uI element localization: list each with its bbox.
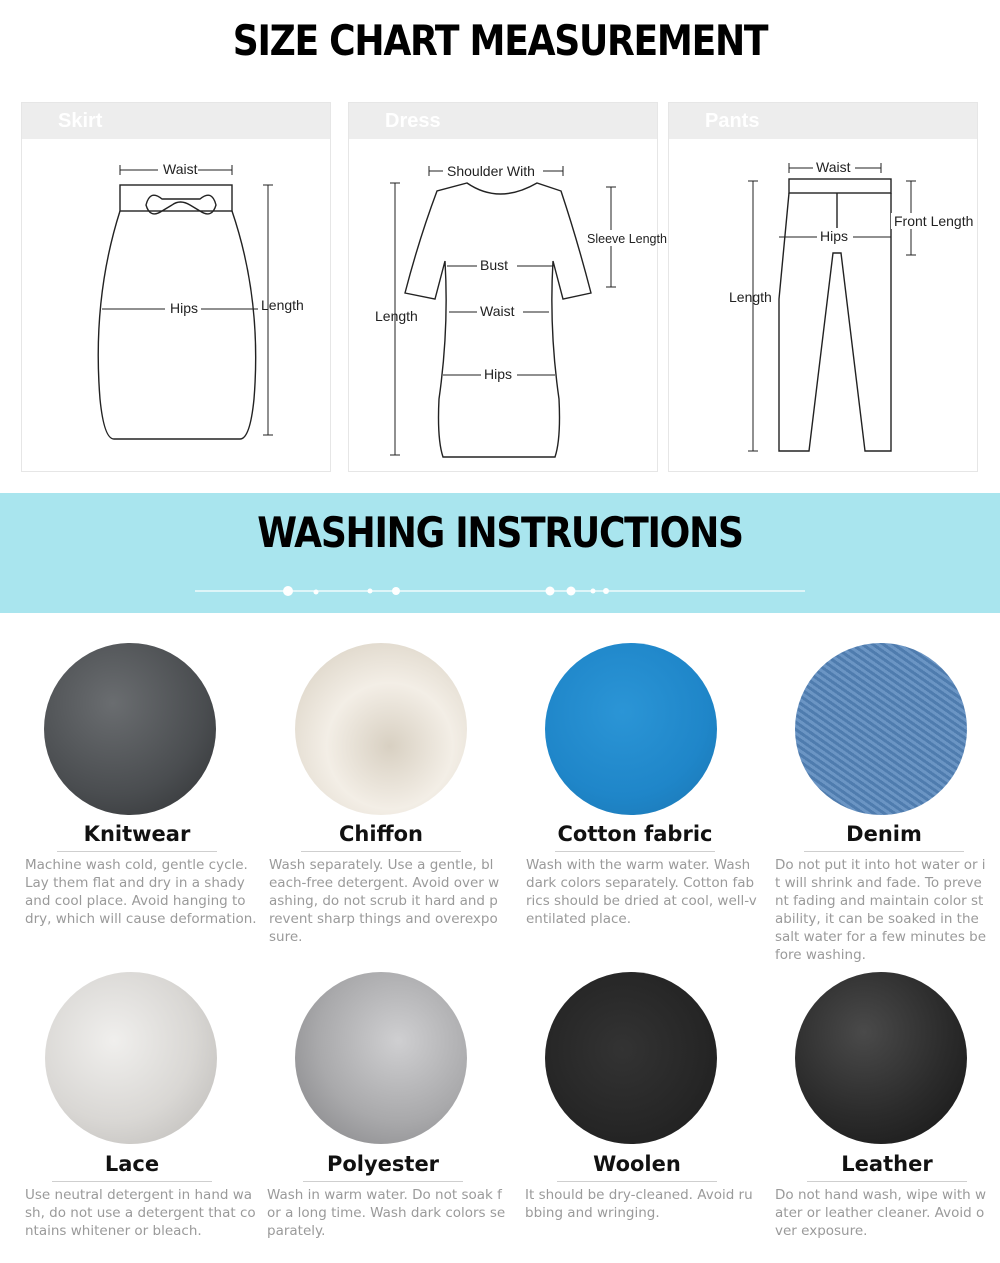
pants-panel-title: Pants bbox=[669, 103, 977, 139]
pants-diagram bbox=[669, 139, 977, 471]
cotton-fabric-instructions: Wash with the warm water. Wash dark colors separately. Cotton fabrics should be dried at cool, well-ventilated place. bbox=[526, 857, 757, 927]
dress-waist-label: Waist bbox=[480, 303, 515, 319]
denim-divider bbox=[804, 851, 964, 852]
denim-name: Denim bbox=[846, 822, 922, 846]
knitwear-name: Knitwear bbox=[83, 822, 191, 846]
polyester-name: Polyester bbox=[326, 1152, 440, 1176]
leather-name: Leather bbox=[841, 1152, 933, 1176]
pants-panel bbox=[668, 102, 978, 472]
chiffon-instructions: Wash separately. Use a gentle, bleach-free detergent. Avoid over washing, do not scrub it hard and prevent sharp things and overexposure. bbox=[269, 857, 500, 945]
woolen-divider bbox=[557, 1181, 717, 1182]
polyester-divider bbox=[303, 1181, 463, 1182]
pants-hips-label: Hips bbox=[820, 228, 849, 244]
dress-panel-title: Dress bbox=[349, 103, 657, 139]
dress-sleeve-label: Sleeve Length bbox=[587, 232, 667, 246]
pants-front-length-label: Front Length bbox=[894, 213, 974, 229]
chiffon-divider bbox=[301, 851, 461, 852]
washing-header-band bbox=[0, 493, 1000, 613]
lace-divider bbox=[52, 1181, 212, 1182]
cotton-fabric-name: Cotton fabric bbox=[557, 822, 713, 846]
knitwear-instructions: Machine wash cold, gentle cycle. Lay them flat and dry in a shady and cool place. Avoid hanging to dry, which will cause deformation. bbox=[25, 857, 257, 927]
lace-instructions: Use neutral detergent in hand wash, do not use a detergent that contains whitener or bleach. bbox=[25, 1187, 256, 1239]
dress-length-label: Length bbox=[375, 308, 418, 324]
cotton-fabric-divider bbox=[555, 851, 715, 852]
dress-bust-label: Bust bbox=[480, 257, 509, 273]
skirt-panel bbox=[21, 102, 331, 472]
size-chart-title: SIZE CHART MEASUREMENT bbox=[232, 16, 768, 65]
cotton-fabric-swatch-image bbox=[545, 643, 717, 815]
dress-shoulder-label: Shoulder With bbox=[447, 163, 535, 179]
lace-name: Lace bbox=[104, 1152, 160, 1176]
pants-length-label: Length bbox=[729, 289, 772, 305]
washing-title: WASHING INSTRUCTIONS bbox=[257, 508, 743, 557]
chiffon-swatch-image bbox=[295, 643, 467, 815]
skirt-diagram bbox=[22, 139, 330, 471]
denim-swatch-image bbox=[795, 643, 967, 815]
dress-panel bbox=[348, 102, 667, 472]
polyester-instructions: Wash in warm water. Do not soak for a long time. Wash dark colors separately. bbox=[267, 1187, 506, 1239]
decorative-dots-divider bbox=[0, 493, 1000, 613]
skirt-hips-label: Hips bbox=[170, 300, 199, 316]
skirt-waist-label: Waist bbox=[163, 161, 198, 177]
polyester-swatch-image bbox=[295, 972, 467, 1144]
knitwear-divider bbox=[57, 851, 217, 852]
leather-instructions: Do not hand wash, wipe with water or leather cleaner. Avoid over exposure. bbox=[775, 1187, 987, 1239]
chiffon-name: Chiffon bbox=[339, 822, 423, 846]
skirt-length-label: Length bbox=[261, 297, 304, 313]
woolen-name: Woolen bbox=[593, 1152, 681, 1176]
leather-swatch-image bbox=[795, 972, 967, 1144]
woolen-swatch-image bbox=[545, 972, 717, 1144]
leather-divider bbox=[807, 1181, 967, 1182]
pants-waist-label: Waist bbox=[816, 159, 851, 175]
dress-hips-label: Hips bbox=[484, 366, 513, 382]
woolen-instructions: It should be dry-cleaned. Avoid rubbing and wringing. bbox=[525, 1187, 753, 1221]
denim-instructions: Do not put it into hot water or it will shrink and fade. To prevent fading and maintain color stability, it can be soaked in the salt water for a few minutes before washing. bbox=[775, 857, 987, 963]
lace-swatch-image bbox=[45, 972, 217, 1144]
dress-diagram bbox=[349, 139, 667, 471]
knitwear-swatch-image bbox=[44, 643, 216, 815]
skirt-panel-title: Skirt bbox=[22, 103, 330, 139]
